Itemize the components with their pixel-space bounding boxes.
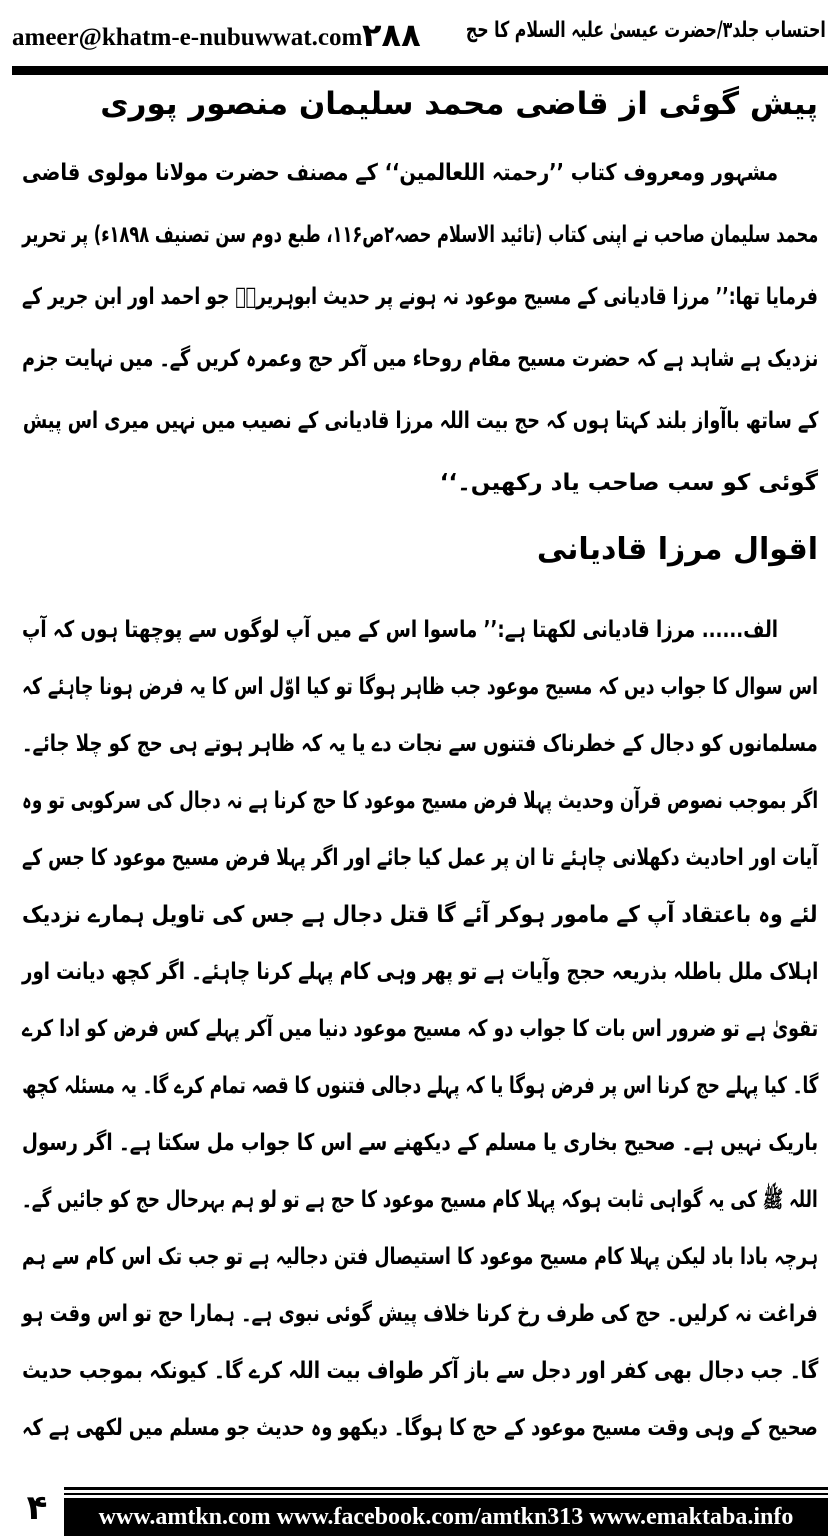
text-line bbox=[22, 662, 818, 712]
text-line bbox=[22, 458, 818, 508]
header-email: ameer@khatm-e-nubuwwat.com bbox=[12, 24, 363, 51]
footer-rule bbox=[64, 1493, 828, 1495]
text-line bbox=[22, 776, 818, 826]
header-book-title-box bbox=[466, 18, 826, 58]
text-line-content: باریک نہیں ہے۔ صحیح بخاری یا مسلم کے دیکھنے سے اس کا جواب مل سکتا ہے۔ اگر رسول bbox=[21, 1130, 818, 1156]
text-line bbox=[22, 947, 818, 997]
text-line-content: ہرچہ بادا باد لیکن پہلا کام مسیح موعود کا استیصال فتن دجالیہ ہے تو جب تک اس کام سے ہم bbox=[21, 1244, 818, 1270]
text-line bbox=[22, 833, 818, 883]
text-line-content: صحیح کے وہی وقت مسیح موعود کے حج کا ہوگا۔ دیکھو وہ حدیث جو مسلم میں لکھی ہے کہ bbox=[22, 1415, 818, 1441]
text-line bbox=[22, 1403, 818, 1453]
text-line bbox=[22, 719, 818, 769]
text-line-content: گا۔ کیا پہلے حج کرنا اس پر فرض ہوگا یا کہ پہلے دجالی فتنوں کا قصہ تمام کرے گا۔ یہ مسئلہ کچھ bbox=[21, 1073, 818, 1099]
text-line-content: فراغت نہ کرلیں۔ حج کی طرف رخ کرنا خلاف پیش گوئی نبوی ہے۔ ہمارا حج تو اس وقت ہو bbox=[22, 1301, 818, 1327]
text-line bbox=[22, 396, 818, 446]
footer-rule bbox=[64, 1487, 828, 1490]
text-line-content: کے ساتھ باآواز بلند کہتا ہوں کہ حج بیت اللہ مرزا قادیانی کے نصیب میں نہیں میری اس پیش bbox=[22, 408, 818, 434]
text-line-content: لئے وہ باعتقاد آپ کے مامور ہوکر آئے گا قتل دجال ہے جس کی تاویل ہمارے نزدیک bbox=[22, 902, 818, 928]
section-title-sayings: اقوال مرزا قادیانی bbox=[536, 532, 818, 567]
header-divider bbox=[12, 66, 828, 75]
text-line-content: مسلمانوں کو دجال کے خطرناک فتنوں سے نجات دے یا یہ کہ ظاہر ہوتے ہی حج کو چلا جائے۔ bbox=[22, 731, 818, 757]
text-line bbox=[22, 1289, 818, 1339]
text-line bbox=[22, 890, 818, 940]
text-line bbox=[22, 605, 778, 655]
header-page-number: ۲۸۸ bbox=[362, 16, 421, 54]
text-line-content: فرمایا تھا:’’ مرزا قادیانی کے مسیح موعود نہ ہونے پر حدیث ابوہریرہؓ جو احمد اور ابن جریر کے bbox=[22, 284, 818, 310]
footer-page-number: ۴ bbox=[26, 1488, 48, 1528]
text-line-content: گوئی کو سب صاحب یاد رکھیں۔‘‘ bbox=[439, 470, 818, 496]
section-title-prophecy: پیش گوئی از قاضی محمد سلیمان منصور پوری bbox=[100, 86, 818, 122]
text-line-content: آیات اور احادیث دکھلانی چاہئے تا ان پر عمل کیا جائے اور اگر پہلا فرض مسیح موعود کا جس کے bbox=[21, 845, 818, 871]
text-line bbox=[22, 1004, 818, 1054]
text-line bbox=[22, 1346, 818, 1396]
text-line-content: محمد سلیمان صاحب نے اپنی کتاب (تائید الاسلام حصہ۲ص۱۱۶، طبع دوم سن تصنیف ۱۸۹۸ء) پر تحریر bbox=[21, 222, 818, 248]
text-line-content: الف...... مرزا قادیانی لکھتا ہے:’’ ماسوا اس کے میں آپ لوگوں سے پوچھتا ہوں کہ آپ bbox=[21, 617, 778, 643]
header-book-title: احتساب جلد۳/حضرت عیسیٰ علیہ السلام کا حج bbox=[466, 18, 826, 43]
text-line-content: اللہ ﷺ کی یہ گواہی ثابت ہوکہ پہلا کام مسیح موعود کا حج ہے تو لو ہم بہرحال حج کو جائیں گے۔ bbox=[22, 1187, 818, 1213]
text-line-content: اس سوال کا جواب دیں کہ مسیح موعود جب ظاہر ہوگا تو کیا اوّل اس کا یہ فرض ہونا چاہئے کہ bbox=[22, 674, 818, 700]
text-line bbox=[22, 334, 818, 384]
text-line bbox=[22, 210, 818, 260]
text-line bbox=[22, 148, 778, 198]
text-line bbox=[22, 1175, 818, 1225]
text-line-content: تقویٰ ہے تو ضرور اس بات کا جواب دو کہ مسیح موعود دنیا میں آکر پہلے کس فرض کو ادا کرے bbox=[21, 1016, 818, 1042]
footer-links: www.amtkn.com www.facebook.com/amtkn313 www.emaktaba.info bbox=[64, 1498, 828, 1536]
text-line-content: گا۔ جب دجال بھی کفر اور دجل سے باز آکر طواف بیت اللہ کرے گا۔ کیونکہ بموجب حدیث bbox=[21, 1358, 818, 1384]
text-line-content: اگر بموجب نصوص قرآن وحدیث پہلا فرض مسیح موعود کا حج کرنا ہے نہ دجال کی سرکوبی تو وہ bbox=[21, 788, 818, 814]
text-line bbox=[22, 1061, 818, 1111]
text-line bbox=[22, 1118, 818, 1168]
text-line-content: مشہور ومعروف کتاب ’’رحمتہ اللعالمین‘‘ کے مصنف حضرت مولانا مولوی قاضی bbox=[21, 160, 778, 186]
text-line bbox=[22, 272, 818, 322]
text-line-content: اہلاک ملل باطلہ بذریعہ حجج وآیات ہے تو پھر وہی کام پہلے کرنا چاہئے۔ اگر کچھ دیانت اور bbox=[21, 959, 818, 985]
text-line bbox=[22, 1232, 818, 1282]
text-line-content: نزدیک ہے شاہد ہے کہ حضرت مسیح مقام روحاء میں آکر حج وعمرہ کریں گے۔ میں نہایت جزم bbox=[21, 346, 818, 372]
